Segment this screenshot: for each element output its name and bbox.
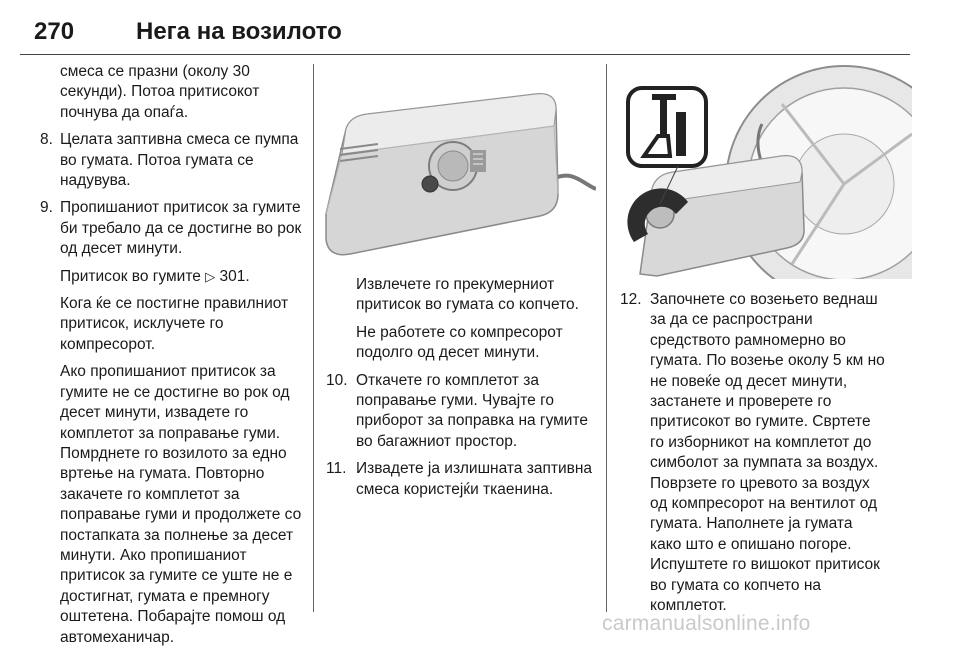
step-11 bbox=[326, 459, 598, 500]
step-number: 11. bbox=[326, 460, 347, 478]
step-text: Пропишаниот притисок за гумите би требало да се достигне во рок од десет минути. bbox=[60, 199, 302, 258]
page-title: Нега на возилото bbox=[136, 18, 342, 45]
continued-paragraph: смеса се празни (околу 30 секунди). Потоа притисокот почнува да опаѓа. bbox=[60, 63, 260, 121]
step-number: 10. bbox=[326, 371, 348, 389]
reference-page[interactable]: 301. bbox=[219, 267, 250, 285]
step-10 bbox=[326, 371, 598, 453]
step-text: Целата заптивна смеса се пумпа во гумата. Потоа гумата се надувува. bbox=[60, 131, 299, 190]
page-header bbox=[20, 14, 910, 55]
tire-compressor-illustration bbox=[612, 64, 912, 279]
step-12 bbox=[620, 290, 888, 617]
pressure-gauge-icon bbox=[470, 150, 486, 172]
step-number: 12. bbox=[620, 291, 642, 308]
compressor-illustration bbox=[318, 64, 596, 269]
paragraph-pull-pressure: Извлечете го прекумерниот притисок во гумата со копчето. bbox=[356, 276, 579, 314]
pressure-reference bbox=[40, 267, 302, 287]
paragraph-time-limit: Не работете со компресорот подолго од десет минути. bbox=[356, 323, 563, 362]
air-pump-symbol-icon bbox=[628, 88, 706, 166]
step-9 bbox=[40, 198, 302, 259]
column-divider bbox=[313, 64, 314, 612]
step-text: Откачете го комплетот за поправање гуми. Чувајте го приборот за поправка на гумите во багажниот простор. bbox=[356, 371, 589, 450]
step-number: 8. bbox=[40, 131, 53, 149]
step-text: Започнете со возењето веднаш за да се распространи средството рамномерно во гумата. По возење околу 5 км но не повеќе од десет минути, застанете и проверете го притисокот во гумите. Свртете го изборникот на комплетот до симболот за пумпата за воздух. Поврзете го цревото за воздух од компресорот на вентилот од гумата. Наполнете ја гумата како што е опишано погоре. Испуштете го вишокот притисок во гумата со копчето на комплетот. bbox=[650, 291, 885, 615]
text-column-right bbox=[620, 290, 888, 624]
text-column-middle bbox=[326, 275, 598, 507]
reference-text: Притисок во гумите bbox=[60, 267, 201, 285]
step-text: Извадете ја излишната заптивна смеса користејќи ткаенина. bbox=[356, 460, 593, 498]
step-8 bbox=[40, 130, 302, 191]
page-number: 270 bbox=[34, 18, 75, 45]
paragraph-reach-pressure: Кога ќе се постигне правилниот притисок, исклучете го компресорот. bbox=[60, 295, 289, 353]
column-divider bbox=[606, 64, 607, 612]
text-column-left bbox=[40, 62, 302, 655]
paragraph-not-reached: Ако пропишаниот притисок за гумите не се достигне во рок од десет минути, извадете го комплетот за поправање гуми. Помрднете го возилото за едно вртење на гумата. Повторно закачете го комплетот за поправање гуми и продолжете со постапката за полнење за десет минути. Ако пропишаниот притисок за гумите се уште не е достигнат, гумата е премногу оштетена. Побарајте помош од автомеханичар. bbox=[60, 363, 302, 646]
triangle-right-icon: ▷ bbox=[205, 268, 216, 284]
step-number: 9. bbox=[40, 199, 53, 217]
watermark: carmanualsonline.info bbox=[602, 612, 811, 635]
